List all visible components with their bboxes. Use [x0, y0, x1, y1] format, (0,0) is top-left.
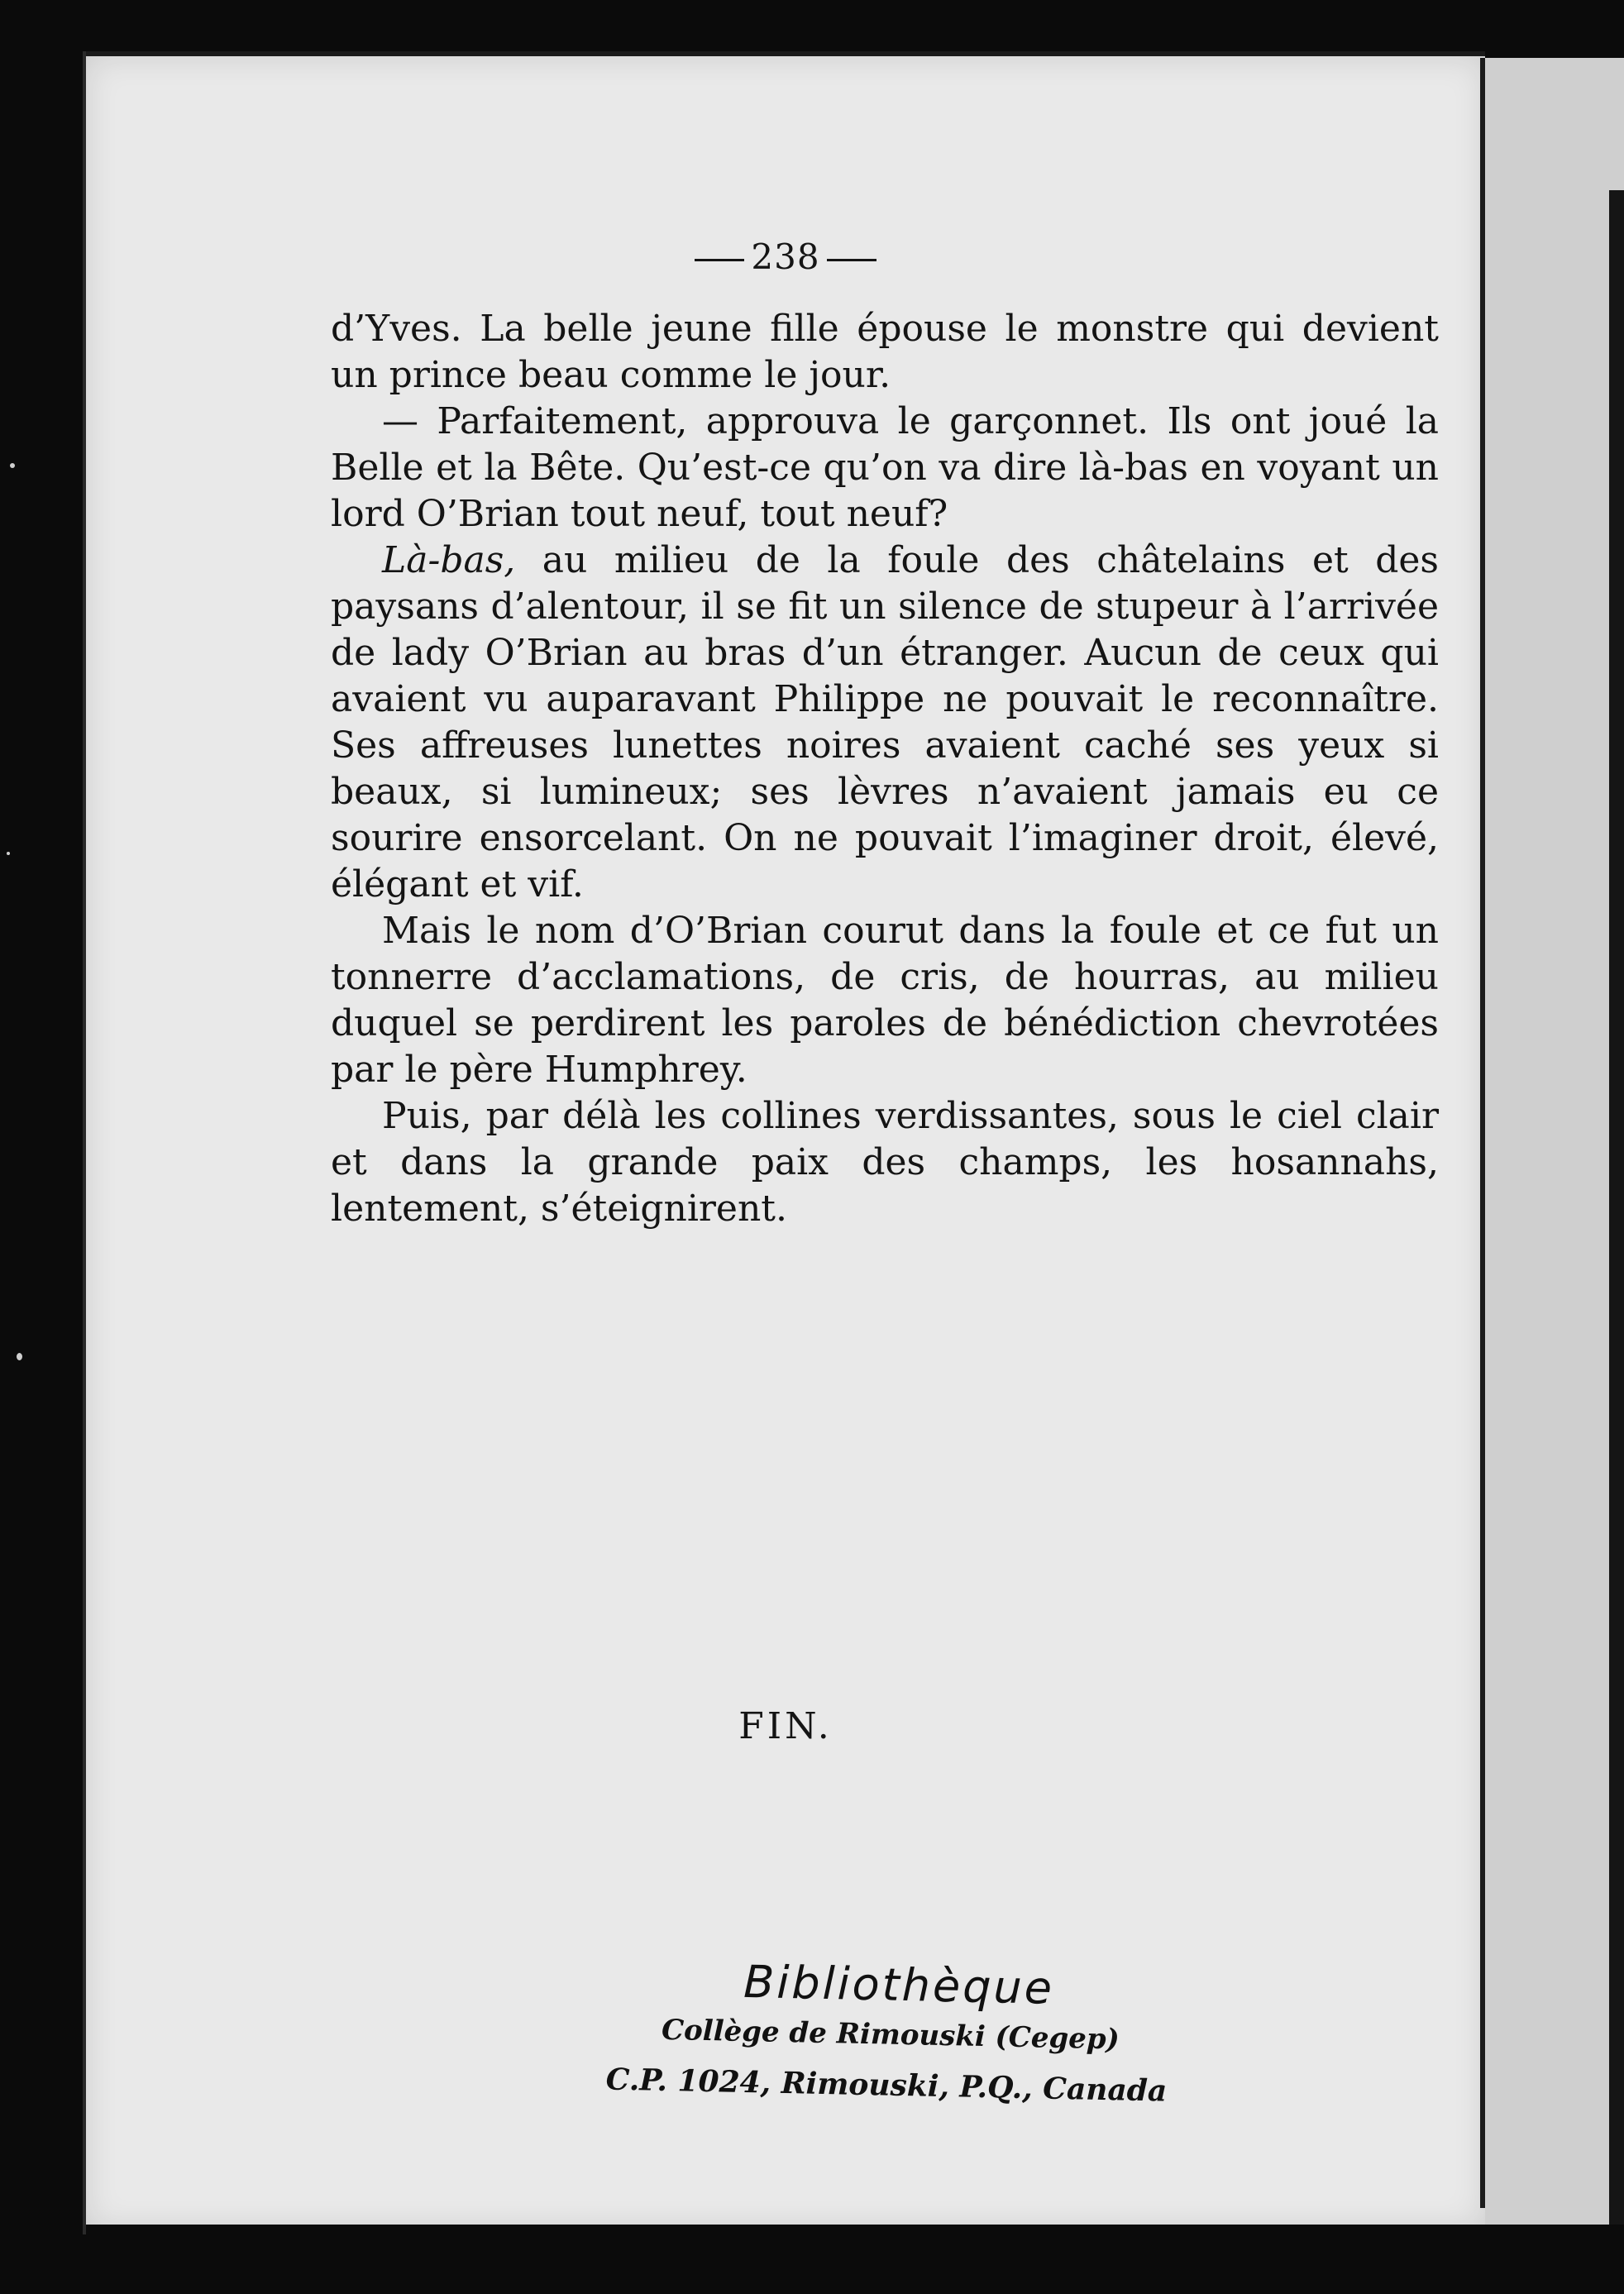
- scan-speck: [17, 1353, 22, 1360]
- bottom-shadow: [86, 2225, 1624, 2294]
- paragraph-3-lead-italic: Là-bas,: [382, 539, 516, 581]
- stamp-line-address: C.P. 1024, Rimouski, P.Q., Canada: [605, 2062, 1168, 2109]
- paragraph-3: [331, 538, 1439, 908]
- end-mark: FIN.: [738, 1705, 833, 1747]
- paragraph-2: — Parfaitement, approuva le garçonnet. Ils ont joué la Belle et la Bête. Qu’est-ce qu’on va dire là-bas en voyant un lord O’Brian tout neuf, tout neuf?: [331, 400, 1439, 535]
- book-page: [86, 51, 1485, 2229]
- paragraph-4: Mais le nom d’O’Brian courut dans la foule et ce fut un tonnerre d’acclamations, de cris, de hourras, au milieu duquel se perdirent les paroles de bénédiction chevrotées par le père Humphrey.: [331, 910, 1439, 1091]
- adjacent-page-edge: [1609, 190, 1624, 2241]
- stamp-line-college: Collège de Rimouski (Cegep): [661, 2013, 1120, 2057]
- stamp-line-library: Bibliothèque: [743, 1955, 1055, 2014]
- body-text: [331, 306, 1439, 1232]
- scan-speck: [7, 852, 10, 855]
- paragraph-3-text: au milieu de la foule des châtelains et des paysans d’alentour, il se fit un silence de stupeur à l’arrivée de lady O’Brian au bras d’un étranger. Aucun de ceux qui avaient vu auparavant Philippe ne pouvait le reconnaître. Ses affreuses lunettes noires avaient caché ses yeux si beaux, si lumineux; ses lèvres n’avaient jamais eu ce sourire ensorcelant. On ne pouvait l’imaginer droit, élevé, élégant et vif.: [331, 539, 1439, 906]
- page-number: [86, 237, 1485, 277]
- library-stamp: [605, 1953, 1273, 2110]
- adjacent-page-strip: [1485, 58, 1624, 2241]
- paragraph-1: d’Yves. La belle jeune fille épouse le monstre qui devient un prince beau comme le jour.: [331, 308, 1439, 396]
- page-number-value: 238: [751, 237, 820, 277]
- folio-dash-left: [695, 259, 744, 261]
- scan-speck: [10, 463, 15, 468]
- folio-dash-right: [827, 259, 876, 261]
- paragraph-5: Puis, par délà les collines verdissantes, sous le ciel clair et dans la grande paix des champs, les hosannahs, lentement, s’éteignirent.: [331, 1095, 1439, 1230]
